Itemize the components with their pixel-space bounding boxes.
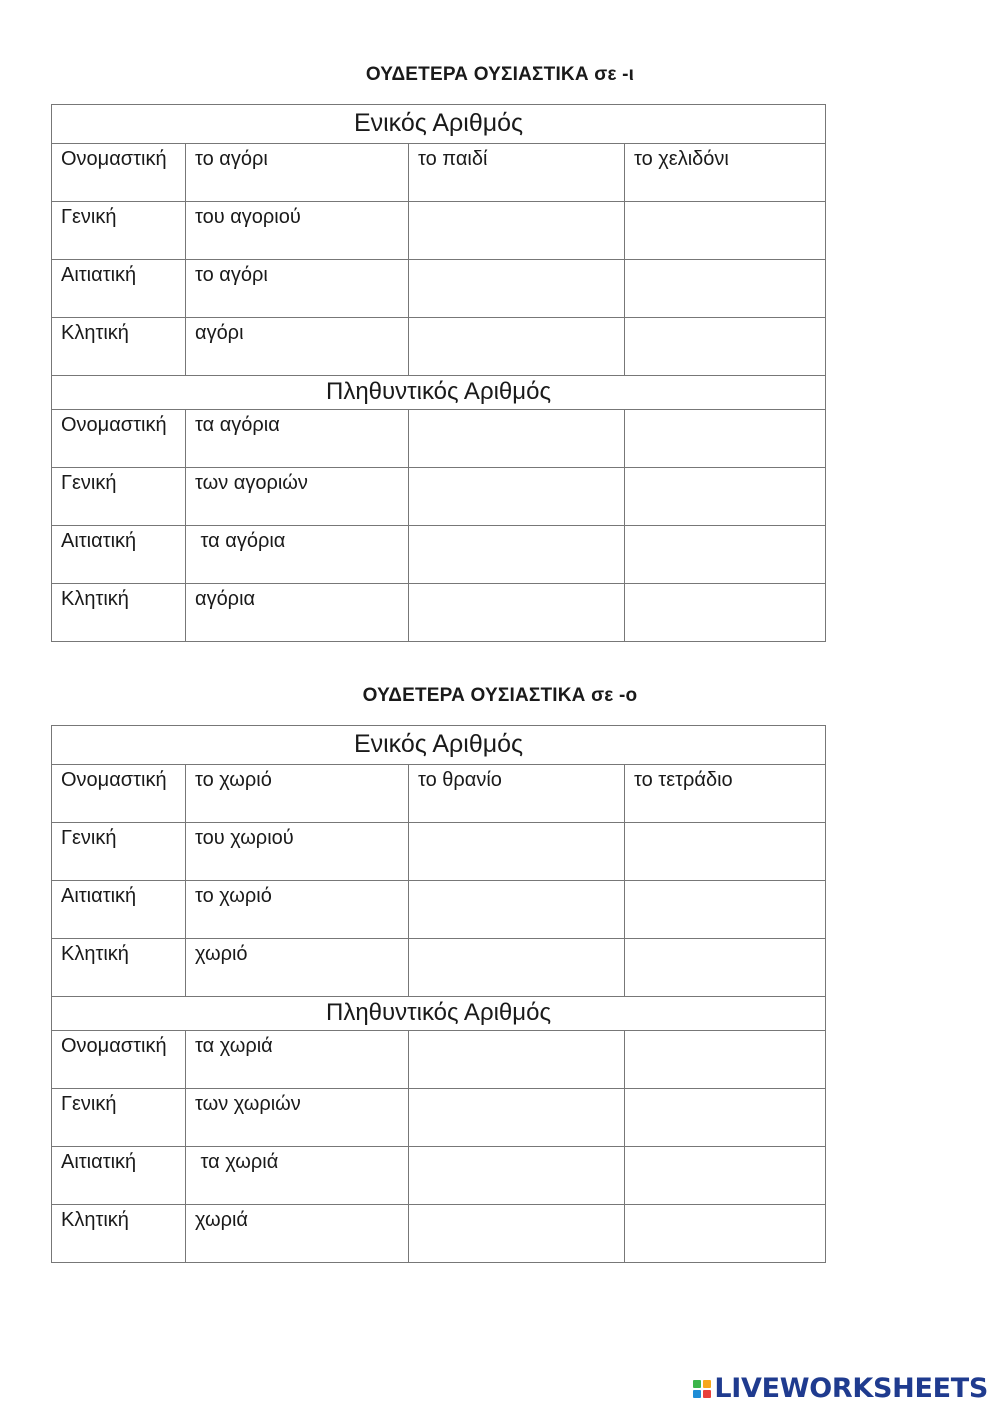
example-form: χωριό bbox=[186, 939, 409, 997]
answer-cell[interactable] bbox=[409, 468, 625, 526]
example-form: αγόρια bbox=[186, 584, 409, 642]
answer-cell[interactable] bbox=[409, 202, 625, 260]
answer-cell[interactable] bbox=[625, 584, 826, 642]
answer-cell[interactable] bbox=[625, 202, 826, 260]
answer-cell[interactable] bbox=[625, 1205, 826, 1263]
plural-header: Πληθυντικός Αριθμός bbox=[52, 997, 826, 1031]
case-label: Αιτιατική bbox=[52, 881, 186, 939]
case-label: Ονομαστική bbox=[52, 1031, 186, 1089]
answer-cell[interactable]: το παιδί bbox=[409, 144, 625, 202]
example-form: χωριά bbox=[186, 1205, 409, 1263]
answer-cell[interactable] bbox=[409, 526, 625, 584]
example-form: των αγοριών bbox=[186, 468, 409, 526]
section-2-title: ΟΥΔΕΤΕΡΑ ΟΥΣΙΑΣΤΙΚΑ σε -ο bbox=[362, 685, 638, 706]
logo-square bbox=[703, 1380, 711, 1388]
case-label: Ονομαστική bbox=[52, 765, 186, 823]
answer-cell[interactable] bbox=[625, 881, 826, 939]
answer-cell[interactable] bbox=[625, 1089, 826, 1147]
example-form: το αγόρι bbox=[186, 260, 409, 318]
example-form: του χωριού bbox=[186, 823, 409, 881]
case-label: Κλητική bbox=[52, 1205, 186, 1263]
answer-cell[interactable] bbox=[409, 1147, 625, 1205]
answer-cell[interactable] bbox=[409, 260, 625, 318]
logo-square bbox=[703, 1390, 711, 1398]
answer-cell[interactable] bbox=[409, 939, 625, 997]
example-form: των χωριών bbox=[186, 1089, 409, 1147]
section-1-title: ΟΥΔΕΤΕΡΑ ΟΥΣΙΑΣΤΙΚΑ σε -ι bbox=[365, 64, 635, 85]
answer-cell[interactable] bbox=[409, 318, 625, 376]
example-form: το χωριό bbox=[186, 881, 409, 939]
logo-text: LIVEWORKSHEETS bbox=[714, 1373, 988, 1404]
declension-table-2 bbox=[51, 725, 826, 1263]
answer-cell[interactable] bbox=[625, 318, 826, 376]
answer-cell[interactable] bbox=[625, 823, 826, 881]
case-label: Αιτιατική bbox=[52, 526, 186, 584]
case-label: Γενική bbox=[52, 202, 186, 260]
logo-square bbox=[693, 1380, 701, 1388]
example-form: τα χωριά bbox=[186, 1031, 409, 1089]
example-form: τα αγόρια bbox=[186, 526, 409, 584]
answer-cell[interactable] bbox=[409, 881, 625, 939]
case-label: Γενική bbox=[52, 823, 186, 881]
plural-header: Πληθυντικός Αριθμός bbox=[52, 376, 826, 410]
case-label: Ονομαστική bbox=[52, 144, 186, 202]
answer-cell[interactable] bbox=[625, 410, 826, 468]
case-label: Αιτιατική bbox=[52, 260, 186, 318]
answer-cell[interactable] bbox=[625, 939, 826, 997]
example-form: το αγόρι bbox=[186, 144, 409, 202]
example-form: το χωριό bbox=[186, 765, 409, 823]
singular-header: Ενικός Αριθμός bbox=[52, 726, 826, 765]
answer-cell[interactable]: το θρανίο bbox=[409, 765, 625, 823]
case-label: Γενική bbox=[52, 468, 186, 526]
answer-cell[interactable] bbox=[625, 526, 826, 584]
logo-squares-icon bbox=[693, 1380, 711, 1398]
case-label: Κλητική bbox=[52, 939, 186, 997]
singular-header: Ενικός Αριθμός bbox=[52, 105, 826, 144]
answer-cell[interactable] bbox=[625, 1031, 826, 1089]
answer-cell[interactable] bbox=[409, 823, 625, 881]
logo-square bbox=[693, 1390, 701, 1398]
case-label: Αιτιατική bbox=[52, 1147, 186, 1205]
case-label: Ονομαστική bbox=[52, 410, 186, 468]
case-label: Κλητική bbox=[52, 318, 186, 376]
example-form: τα αγόρια bbox=[186, 410, 409, 468]
answer-cell[interactable] bbox=[625, 1147, 826, 1205]
answer-cell[interactable] bbox=[625, 468, 826, 526]
case-label: Γενική bbox=[52, 1089, 186, 1147]
answer-cell[interactable]: το χελιδόνι bbox=[625, 144, 826, 202]
answer-cell[interactable] bbox=[625, 260, 826, 318]
answer-cell[interactable] bbox=[409, 584, 625, 642]
example-form: αγόρι bbox=[186, 318, 409, 376]
example-form: τα χωριά bbox=[186, 1147, 409, 1205]
case-label: Κλητική bbox=[52, 584, 186, 642]
answer-cell[interactable] bbox=[409, 410, 625, 468]
declension-table-1 bbox=[51, 104, 826, 642]
example-form: του αγοριού bbox=[186, 202, 409, 260]
answer-cell[interactable] bbox=[409, 1031, 625, 1089]
answer-cell[interactable] bbox=[409, 1089, 625, 1147]
liveworksheets-logo bbox=[693, 1373, 988, 1404]
answer-cell[interactable]: το τετράδιο bbox=[625, 765, 826, 823]
answer-cell[interactable] bbox=[409, 1205, 625, 1263]
